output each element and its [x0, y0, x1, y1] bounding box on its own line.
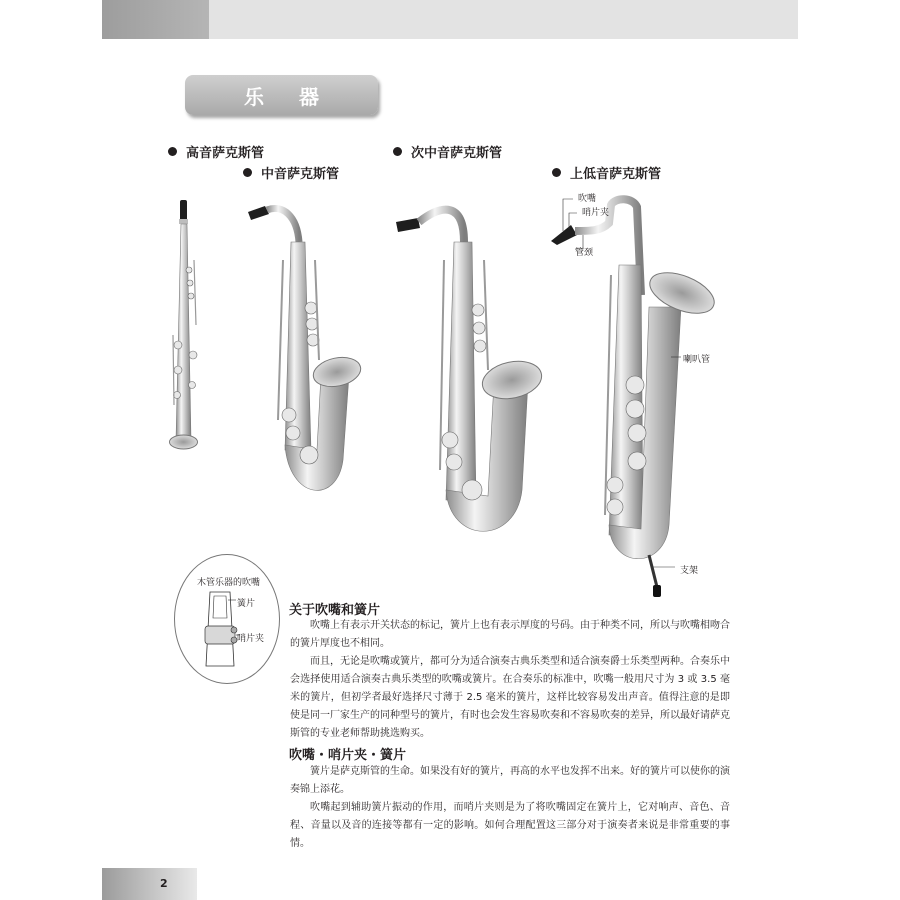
callout-mouthpiece: 吹嘴	[578, 194, 597, 204]
mouthpiece-illustration	[200, 588, 270, 670]
label-alto	[243, 163, 339, 182]
baritone-saxophone-image	[545, 195, 730, 605]
header-band-light	[209, 0, 798, 39]
section-title: 乐 器	[185, 75, 378, 115]
bullet-icon	[168, 147, 177, 156]
callout-bell: 喇叭管	[683, 355, 711, 365]
footer-band	[102, 868, 197, 900]
callout-stand: 支架	[680, 566, 699, 576]
paragraph-3: 簧片是萨克斯管的生命。如果没有好的簧片，再高的水平也发挥不出来。好的簧片可以使你的演奏锦上添花。	[290, 766, 730, 795]
page-number: 2	[160, 877, 168, 890]
paragraph-4: 吹嘴起到辅助簧片振动的作用，而哨片夹则是为了将吹嘴固定在簧片上，它对响声、音色、音程、音量以及音的连接等都有一定的影响。如何合理配置这三部分对于演奏者来说是非常重要的事情。	[290, 802, 730, 849]
header-band-dark	[102, 0, 209, 39]
label-alto-text: 中音萨克斯管	[261, 167, 340, 182]
bullet-icon	[393, 147, 402, 156]
label-baritone-text: 上低音萨克斯管	[570, 167, 662, 182]
label-tenor	[393, 142, 502, 161]
mouthpiece-ligature-label: 哨片夹	[237, 634, 265, 644]
tenor-saxophone-image	[392, 200, 552, 540]
heading-mouthpiece-ligature-reed: 吹嘴・哨片夹・簧片	[289, 748, 407, 763]
label-tenor-text: 次中音萨克斯管	[411, 146, 503, 161]
callout-neck: 管颈	[575, 248, 594, 258]
paragraph-2: 而且，无论是吹嘴或簧片，都可分为适合演奏古典乐类型和适合演奏爵士乐类型两种。合奏乐中会选择使用适合演奏古典乐类型的吹嘴或簧片。在合奏乐的标准中，吹嘴一般用尺寸为 3 或 3.5 毫米的簧片，但初学者最好选择尺寸薄于 2.5 毫米的簧片，这样比较容易发出声音。值得注意的是即使是同一厂家生产的同种型号的簧片，有时也会发生容易吹奏和不容易吹奏的差异，所以最好请萨克斯管的专业老师帮助挑选购买。	[290, 656, 730, 739]
alto-saxophone-image	[245, 200, 370, 505]
label-baritone	[552, 163, 661, 182]
label-soprano-text: 高音萨克斯管	[186, 146, 265, 161]
label-soprano	[168, 142, 264, 161]
bullet-icon	[552, 168, 561, 177]
paragraph-1: 吹嘴上有表示开关状态的标记，簧片上也有表示厚度的号码。由于种类不同，所以与吹嘴相吻合的簧片厚度也不相同。	[290, 620, 730, 649]
callout-ligature: 哨片夹	[582, 208, 610, 218]
heading-mouthpiece-reed: 关于吹嘴和簧片	[289, 603, 381, 618]
mouthpiece-reed-label: 簧片	[237, 599, 256, 609]
bullet-icon	[243, 168, 252, 177]
mouthpiece-diagram-title: 木管乐器的吹嘴	[197, 578, 261, 588]
soprano-saxophone-image	[160, 195, 210, 460]
